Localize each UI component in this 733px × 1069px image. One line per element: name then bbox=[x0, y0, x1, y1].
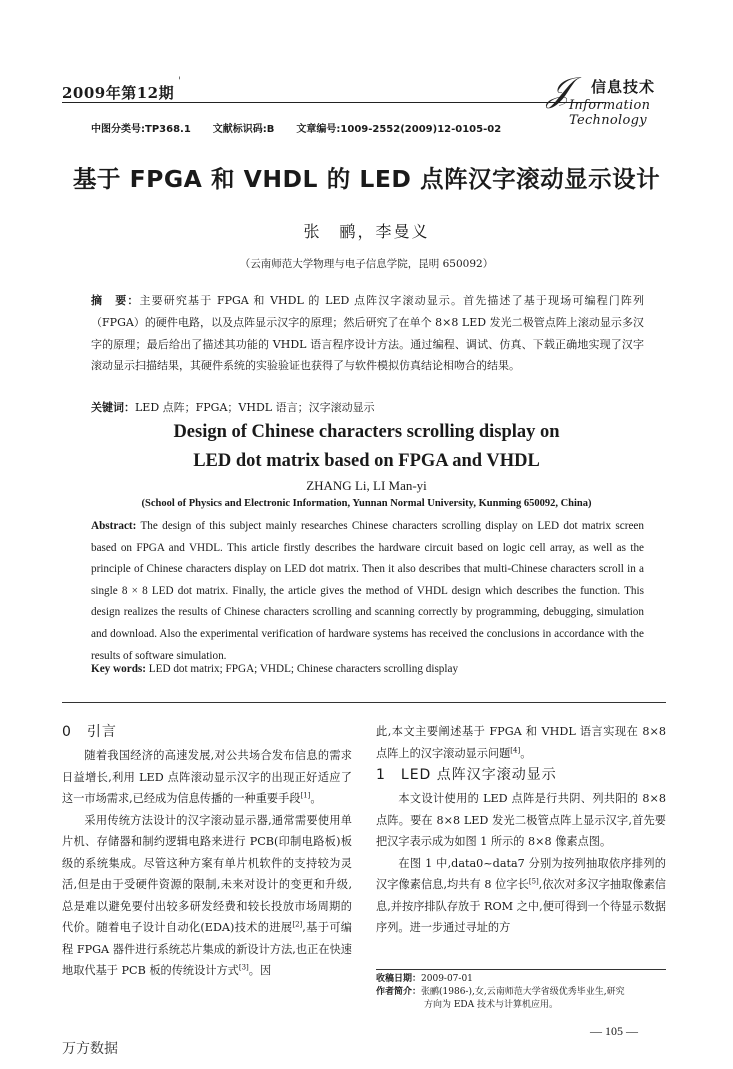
abstract-cn-text: 主要研究基于 FPGA 和 VHDL 的 LED 点阵汉字滚动显示。首先描述了基于现场可编程门阵列（FPGA）的硬件电路，以及点阵显示汉字的原理；然后研究了在单个 8×8 LED 发光二极管点阵上滚动显示多汉字的原理；最后给出了描述其功能的 VHDL 语言程序设计方法。通过编程、调试、仿真、下载正确地实现了汉字滚动显示扫描结果，其硬件系统的实验验证也获得了与软件模拟仿真结论相吻合的结果。 bbox=[91, 294, 644, 373]
citation: [5] bbox=[528, 877, 539, 886]
authors-cn: 张 鹂，李曼义 bbox=[303, 222, 430, 241]
abstract-cn bbox=[91, 290, 644, 377]
paragraph: 本文设计使用的 LED 点阵是行共阴、列共阳的 8×8点阵。要在 8×8 LED 发光二极管点阵上显示汉字,首先要把汉字表示成为如图 1 所示的 8×8 像素点图。 bbox=[376, 792, 666, 848]
citation: [3] bbox=[238, 963, 249, 972]
authors-en: ZHANG Li, LI Man-yi bbox=[306, 478, 427, 493]
footnote bbox=[376, 973, 676, 1012]
author-bio: 作者简介：张鹂(1986-),女,云南师范大学省级优秀毕业生,研究 bbox=[376, 987, 625, 997]
section-1-heading: 1 LED 点阵汉字滚动显示 bbox=[376, 767, 557, 783]
body-right-column bbox=[376, 721, 666, 939]
title-en-line2: LED dot matrix based on FPGA and VHDL bbox=[193, 451, 540, 471]
citation: [4] bbox=[510, 745, 521, 754]
section-separator bbox=[62, 702, 666, 703]
keywords-en-text: LED dot matrix; FPGA; VHDL; Chinese characters scrolling display bbox=[148, 663, 459, 675]
clc-number: 中图分类号:TP368.1 bbox=[91, 124, 191, 135]
journal-name-en: Information Technology bbox=[569, 98, 651, 128]
header-mark: ' bbox=[178, 76, 181, 87]
header-rule bbox=[62, 102, 604, 103]
paragraph: 随着我国经济的高速发展,对公共场合发布信息的需求日益增长,利用 LED 点阵滚动显示汉字的出现正好适应了这一市场需求,已经成为信息传播的一种重要手段[1]。 bbox=[62, 749, 352, 805]
paragraph: 采用传统方法设计的汉字滚动显示器,通常需要使用单片机、存储器和制约逻辑电路来进行 PCB(印制电路板)板级的系统集成。尽管这种方案有单片机软件的支持较为灵活,但是由于受硬件资源的限制,未来对设计的变更和升级,总是难以避免要付出较多研发经费和较长投放市场周期的代价。随着电子设计自动化(EDA)技术的进展[2],基于可编程 FPGA 器件进行系统芯片集成的新设计方法,也正在快速地取代基于 PCB 板的传统设计方式[3]。因 bbox=[62, 813, 352, 977]
journal-name-cn: 信息技术 bbox=[591, 78, 656, 96]
abstract-en-label: Abstract: bbox=[91, 520, 137, 532]
title-cn: 基于 FPGA 和 VHDL 的 LED 点阵汉字滚动显示设计 bbox=[72, 165, 661, 193]
author-bio-cont: 方向为 EDA 技术与计算机应用。 bbox=[424, 1000, 559, 1010]
keywords-en-label: Key words: bbox=[91, 663, 146, 675]
section-0-heading: 0 引言 bbox=[62, 724, 117, 740]
title-en bbox=[0, 418, 733, 476]
body-left-column bbox=[62, 721, 352, 982]
doc-code: 文献标识码:B bbox=[212, 124, 275, 135]
citation: [2] bbox=[292, 920, 303, 929]
paragraph: 此,本文主要阐述基于 FPGA 和 VHDL 语言实现在 8×8点阵上的汉字滚动显示问题[4]。 bbox=[376, 725, 666, 760]
abstract-en bbox=[91, 516, 644, 667]
title-en-line1: Design of Chinese characters scrolling display on bbox=[173, 422, 560, 442]
affiliation-cn: （云南师范大学物理与电子信息学院，昆明 650092） bbox=[239, 258, 494, 270]
keywords-cn-label: 关键词： bbox=[91, 401, 135, 414]
keywords-cn bbox=[91, 399, 644, 415]
received-date: 收稿日期：2009-07-01 bbox=[376, 974, 473, 984]
page-number: — 105 — bbox=[590, 1024, 638, 1038]
citation: [1] bbox=[300, 791, 311, 800]
abstract-cn-label: 摘 要： bbox=[91, 294, 140, 307]
classification-line bbox=[91, 120, 523, 135]
footnote-rule bbox=[376, 969, 666, 970]
issue-label: 2009年第12期 bbox=[62, 84, 175, 102]
affiliation-en: (School of Physics and Electronic Information, Yunnan Normal University, Kunming 650092, China) bbox=[141, 498, 592, 509]
journal-logo-script-icon: 𝒥 bbox=[547, 70, 571, 110]
watermark: 万方数据 bbox=[62, 1041, 118, 1057]
paragraph: 在图 1 中,data0~data7 分别为按列抽取依序排列的汉字像素信息,均共有 8 位字长[5],依次对多汉字抽取像素信息,并按序排队存放于 ROM 之中,便可得到一个待显示数据序列。进一步通过寻址的方 bbox=[376, 856, 666, 934]
keywords-en bbox=[91, 663, 644, 675]
journal-logo bbox=[545, 70, 677, 128]
abstract-en-text: The design of this subject mainly researches Chinese characters scrolling display on LED dot matrix screen based on FPGA and VHDL. This article firstly describes the hardware circuit based on logic cell array, as well as the principle of Chinese characters display on LED dot matrix. Then it also describes that multi-Chinese characters scroll in a single 8 × 8 LED dot matrix. Finally, the article gives the method of VHDL design which describes the function. This design realizes the results of Chinese characters scrolling and scanning correctly by programming, debugging, simulation and download. Also the experimental verification of hardware systems has received the conclusions in accordance with the results of software simulation. bbox=[91, 520, 644, 662]
keywords-cn-text: LED 点阵；FPGA；VHDL 语言；汉字滚动显示 bbox=[135, 401, 375, 414]
article-number: 文章编号:1009-2552(2009)12-0105-02 bbox=[296, 124, 502, 135]
